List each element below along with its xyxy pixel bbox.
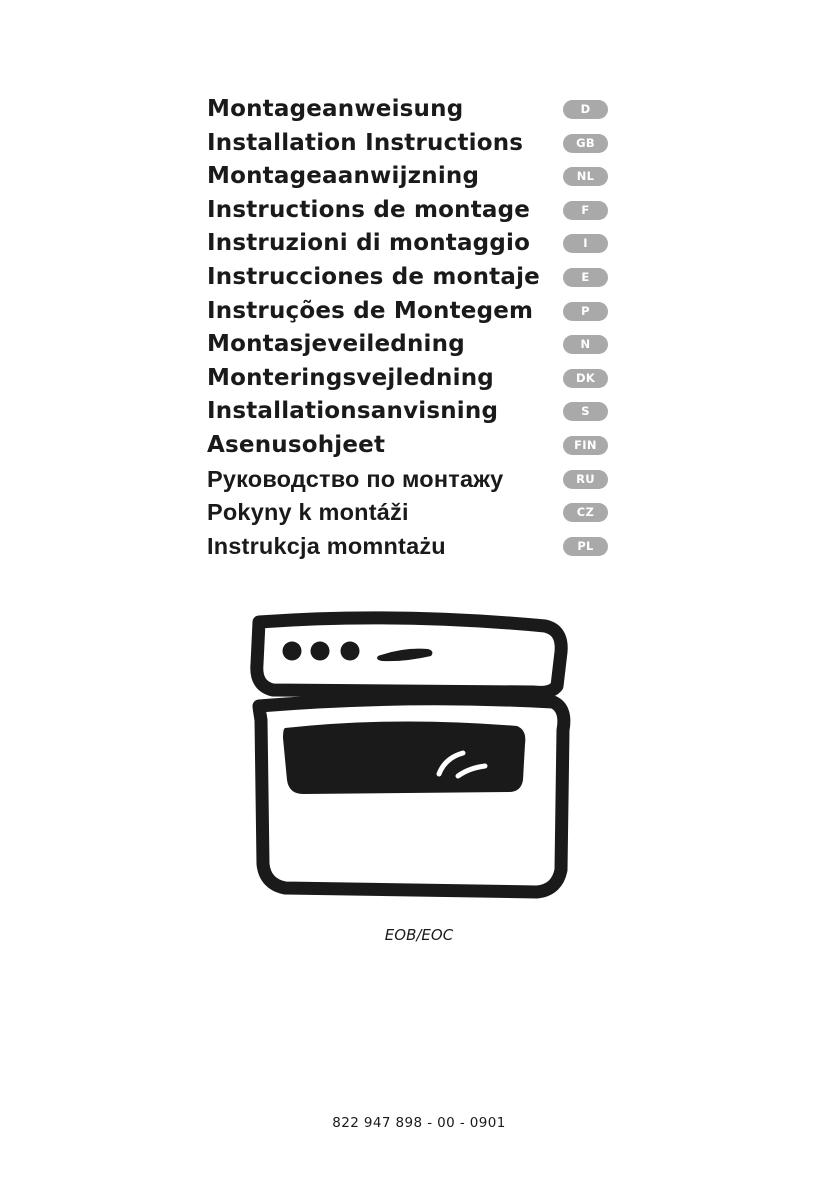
title-text-gb: Installation Instructions: [207, 129, 524, 156]
language-title-list: [207, 93, 617, 563]
title-row-pl: [207, 530, 617, 564]
lang-badge-ru: RU: [563, 470, 608, 489]
title-text-it: Instruzioni di montaggio: [207, 230, 531, 257]
title-row-es: [207, 261, 617, 295]
title-row-cz: [207, 496, 617, 530]
lang-badge-pl: PL: [563, 537, 608, 556]
lang-badge-es: E: [563, 268, 608, 287]
lang-badge-dk: DK: [563, 369, 608, 388]
lang-badge-gb: GB: [563, 134, 608, 153]
title-text-pl: Instrukcja momntażu: [207, 532, 446, 559]
oven-knob-3: [341, 642, 360, 661]
title-text-de: Montageanweisung: [207, 96, 464, 122]
lang-badge-nl: NL: [563, 167, 608, 186]
title-row-se: [207, 395, 617, 429]
title-text-cz: Pokyny k montáži: [207, 499, 409, 526]
title-row-gb: [207, 127, 617, 161]
lang-badge-se: S: [563, 402, 608, 421]
title-text-se: Installationsanvisning: [207, 398, 499, 425]
lang-badge-cz: CZ: [563, 503, 608, 522]
title-row-pt: [207, 295, 617, 329]
document-number: 822 947 898 - 00 - 0901: [332, 1115, 506, 1131]
lang-badge-de: D: [563, 100, 608, 119]
oven-knob-1: [283, 642, 302, 661]
lang-badge-fi: FIN: [563, 436, 608, 455]
title-text-dk: Monteringsvejledning: [207, 364, 494, 391]
lang-badge-no: N: [563, 335, 608, 354]
model-caption: EOB/EOC: [384, 926, 454, 944]
title-row-it: [207, 227, 617, 261]
lang-badge-pt: P: [563, 302, 608, 321]
title-text-es: Instrucciones de montaje: [207, 263, 540, 290]
title-text-no: Montasjeveiledning: [207, 331, 465, 358]
title-text-pt: Instruções de Montegem: [207, 297, 534, 324]
title-row-de: [207, 93, 617, 127]
title-row-ru: [207, 463, 617, 497]
oven-display: [377, 649, 432, 662]
oven-window: [283, 721, 525, 794]
oven-knob-2: [311, 642, 330, 661]
oven-icon: [245, 608, 575, 908]
title-text-fi: Asenusohjeet: [207, 431, 386, 458]
lang-badge-fr: F: [563, 201, 608, 220]
title-text-ru: Руководство по монтажу: [207, 465, 504, 492]
title-row-fi: [207, 429, 617, 463]
title-text-fr: Instructions de montage: [207, 196, 531, 223]
title-row-no: [207, 328, 617, 362]
title-row-dk: [207, 362, 617, 396]
lang-badge-it: I: [563, 234, 608, 253]
title-row-nl: [207, 160, 617, 194]
title-row-fr: [207, 194, 617, 228]
title-text-nl: Montageaanwijzning: [207, 163, 480, 190]
